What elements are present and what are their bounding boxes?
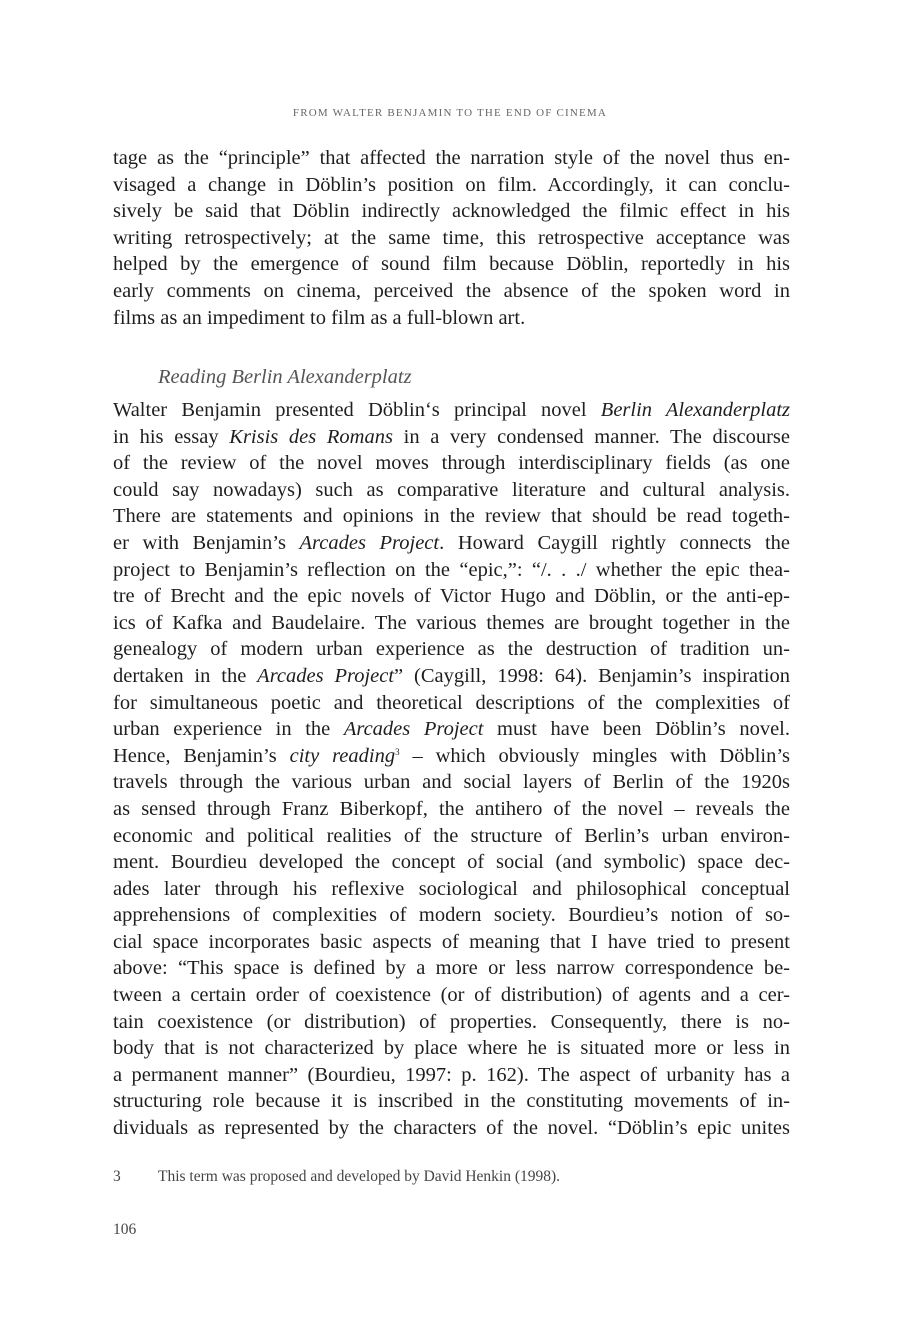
text-line: apprehensions of complexities of modern society. Bourdieu’s notion of so- — [113, 904, 790, 927]
text-line: body that is not characterized by place where he is situated more or less in — [113, 1037, 790, 1060]
text-line: tween a certain order of coexistence (or of distribution) of agents and a cer- — [113, 984, 790, 1007]
text-line: sively be said that Döblin indirectly acknowledged the filmic effect in his — [113, 200, 790, 223]
text-line: Walter Benjamin presented Döblin‘s principal novel Berlin Alexanderplatz — [113, 399, 790, 421]
text-line: in his essay Krisis des Romans in a very condensed manner. The discourse — [113, 425, 790, 448]
italic-title: Berlin Alexanderplatz — [600, 399, 790, 421]
text-line: cial space incorporates basic aspects of meaning that I have tried to present — [113, 930, 790, 953]
footnote-reference[interactable]: 3 — [395, 746, 400, 757]
footnote-number: 3 — [113, 1168, 121, 1185]
text-line: helped by the emergence of sound film because Döblin, reportedly in his — [113, 253, 790, 276]
text-line: Hence, Benjamin’s city reading$^3$ – which obviously mingles with Döblin’s — [113, 744, 791, 767]
text-line: could say nowadays) such as comparative literature and cultural analysis. — [113, 478, 790, 501]
text-line: er with Benjamin’s Arcades Project. Howard Caygill rightly connects the — [113, 531, 790, 554]
text-line: dertaken in the Arcades Project” (Caygill, 1998: 64). Benjamin’s inspiration — [113, 664, 791, 687]
italic-title: Arcades Project — [257, 664, 395, 687]
text-line: dividuals as represented by the characters of the novel. “Döblin’s epic unites — [113, 1117, 790, 1140]
text-line: for simultaneous poetic and theoretical descriptions of the complexities of — [113, 691, 790, 714]
text-line: ics of Kafka and Baudelaire. The various themes are brought together in the — [113, 611, 790, 634]
running-header: FROM WALTER BENJAMIN TO THE END OF CINEMA — [292, 107, 608, 119]
paragraph-berlin-alexanderplatz — [113, 397, 790, 1142]
text-line: tain coexistence (or distribution) of properties. Consequently, there is no- — [113, 1010, 790, 1033]
text-line: ment. Bourdieu developed the concept of social (and symbolic) space dec- — [113, 851, 790, 874]
paragraph-film-narration — [113, 145, 790, 331]
text-line: tre of Brecht and the epic novels of Victor Hugo and Döblin, or the anti-ep- — [113, 585, 790, 608]
text-line: economic and political realities of the structure of Berlin’s urban environ- — [113, 824, 790, 847]
footnote-text: This term was proposed and developed by David Henkin (1998). — [158, 1168, 561, 1185]
text-line: structuring role because it is inscribed in the constituting movements of in- — [113, 1090, 790, 1113]
text-line: writing retrospectively; at the same time, this retrospective acceptance was — [113, 226, 790, 249]
text-line: visaged a change in Döblin’s position on film. Accordingly, it can conclu- — [113, 173, 790, 196]
text-line: a permanent manner” (Bourdieu, 1997: p. 162). The aspect of urbanity has a — [113, 1063, 790, 1086]
text-line: films as an impediment to film as a full-blown art. — [113, 306, 526, 329]
text-line: travels through the various urban and social layers of Berlin of the 1920s — [113, 771, 790, 794]
section-heading: Reading Berlin Alexanderplatz — [158, 366, 412, 388]
text-line: project to Benjamin’s reflection on the “epic,”: “/. . ./ whether the epic thea- — [113, 558, 790, 581]
text-line: ades later through his reflexive sociological and philosophical conceptual — [113, 877, 790, 900]
page-number: 106 — [113, 1221, 137, 1238]
italic-term: city reading — [289, 744, 396, 767]
italic-title: Arcades Project — [343, 718, 484, 741]
footnote — [113, 1168, 790, 1186]
text-line: urban experience in the Arcades Project must have been Döblin’s novel. — [113, 718, 790, 741]
text-line: genealogy of modern urban experience as the destruction of tradition un- — [113, 638, 790, 661]
italic-title: Krisis des Romans — [229, 425, 393, 448]
text-line: There are statements and opinions in the review that should be read togeth- — [113, 505, 790, 528]
text-line: tage as the “principle” that affected the narration style of the novel thus en- — [113, 147, 790, 169]
text-line: as sensed through Franz Biberkopf, the antihero of the novel – reveals the — [113, 797, 790, 820]
text-line: of the review of the novel moves through interdisciplinary fields (as one — [113, 452, 790, 475]
italic-title: Arcades Project — [299, 531, 440, 554]
text-line: above: “This space is defined by a more or less narrow correspondence be- — [113, 957, 790, 980]
text-line: early comments on cinema, perceived the absence of the spoken word in — [113, 279, 790, 302]
